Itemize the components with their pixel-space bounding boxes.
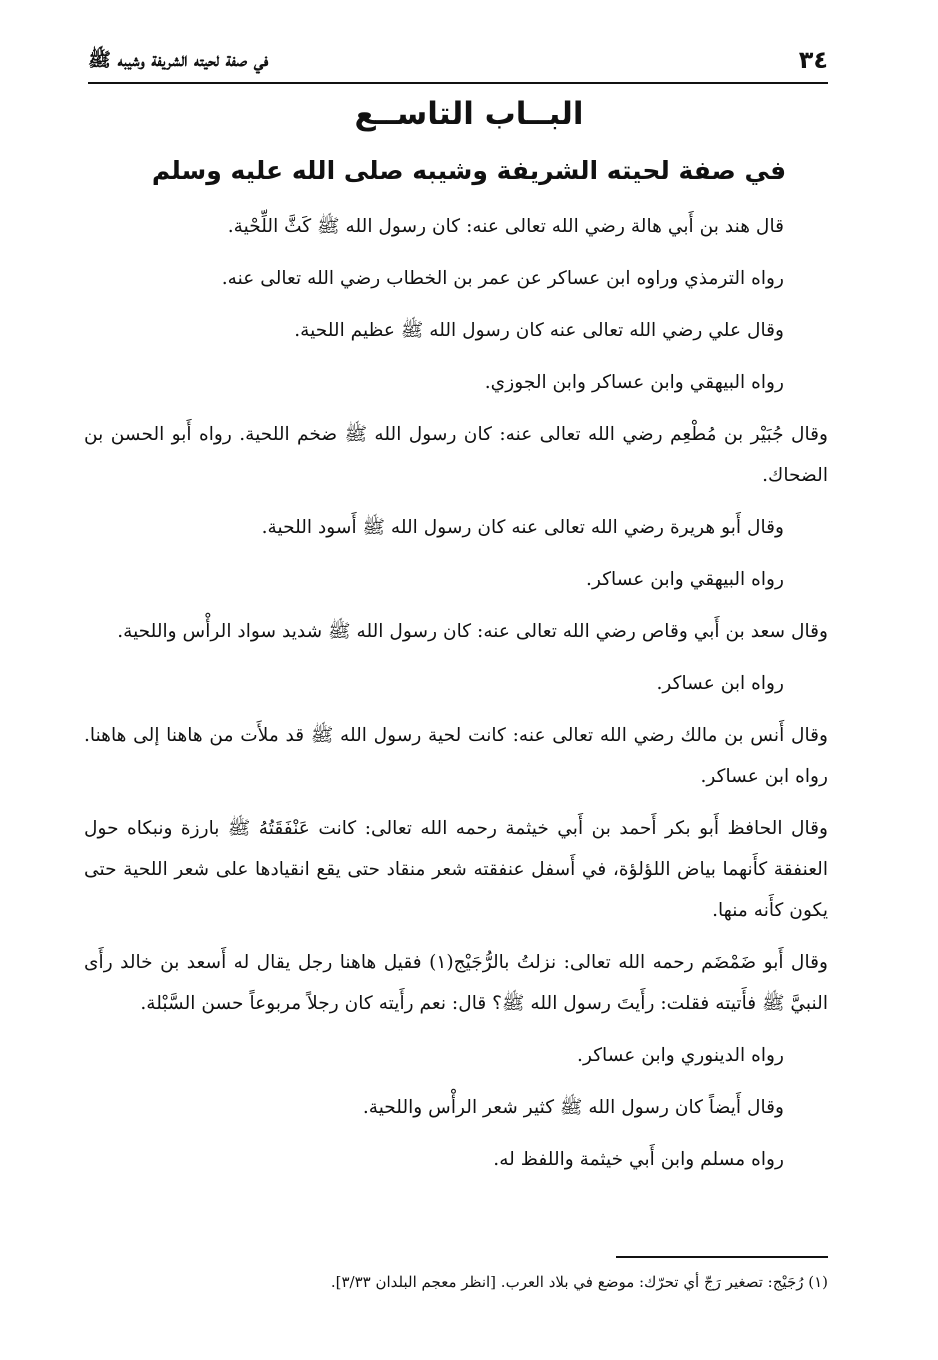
paragraph: رواه ابن عساكر. bbox=[656, 673, 784, 694]
paragraph: وقال أَنس بن مالك رضي الله تعالى عنه: كانت لحية رسول الله ﷺ قد ملأَت من هاهنا إلى هاهنا. رواه ابن عساكر. bbox=[84, 725, 828, 787]
chapter-title: البــاب التاســع bbox=[354, 96, 584, 132]
paragraph: وقال أَبو هريرة رضي الله تعالى عنه كان رسول الله ﷺ أَسود اللحية. bbox=[261, 517, 784, 538]
running-title: في صفة لحيته الشريفة وشيبه ﷺ bbox=[88, 49, 269, 71]
paragraph: وقال علي رضي الله تعالى عنه كان رسول الله ﷺ عظيم اللحية. bbox=[294, 320, 784, 341]
footnote: (١) رُجَيْج: تصغير رَجّ أي تحرّك: موضع في بلاد العرب. [انظر معجم البلدان ٣/٣٣]. bbox=[330, 1273, 828, 1291]
paragraph: رواه الترمذي وراوه ابن عساكر عن عمر بن الخطاب رضي الله تعالى عنه. bbox=[221, 268, 784, 289]
paragraph: رواه البيهقي وابن عساكر وابن الجوزي. bbox=[484, 372, 784, 393]
paragraph: وقال سعد بن أَبي وقاص رضي الله تعالى عنه: كان رسول الله ﷺ شديد سواد الرأْس واللحية. bbox=[117, 621, 828, 642]
running-header bbox=[88, 42, 828, 84]
page-number: ٣٤ bbox=[798, 46, 828, 74]
paragraph: وقال أَيضاً كان رسول الله ﷺ كثير شعر الرأْس واللحية. bbox=[362, 1097, 784, 1118]
paragraph: رواه مسلم وابن أَبي خيثمة واللفظ له. bbox=[493, 1149, 784, 1170]
paragraph: وقال الحافظ أَبو بكر أَحمد بن أَبي خيثمة رحمه الله تعالى: كانت عَنْفَقَتُهُ ﷺ بارزة ونبكاه حول العنفقة كأَنهما بياض اللؤلؤة، في أَسفل عنفقته شعر منقاد حتى يقع انقيادها على شعر اللحية حتى يكون كأَنه منها. bbox=[84, 818, 828, 921]
paragraph: وقال أَبو ضَمْضَم رحمه الله تعالى: نزلتُ بالرُّجَيْج(١) فقيل هاهنا رجل يقال له أَسعد بن خالد رأَى النبيَّ ﷺ فأَتيته فقلت: رأَيتَ رسول الله ﷺ؟ قال: نعم رأَيته كان رجلاً مربوعاً حسن السَّبْلة. bbox=[84, 952, 828, 1014]
footnote-divider bbox=[616, 1256, 828, 1258]
paragraph: رواه البيهقي وابن عساكر. bbox=[586, 569, 784, 590]
chapter-subtitle: في صفة لحيته الشريفة وشيبه صلى الله عليه وسلم bbox=[151, 156, 787, 185]
paragraph: قال هند بن أَبي هالة رضي الله تعالى عنه: كان رسول الله ﷺ كَثَّ اللِّحْية. bbox=[227, 216, 784, 237]
paragraph: وقال جُبَيْر بن مُطْعِم رضي الله تعالى عنه: كان رسول الله ﷺ ضخم اللحية. رواه أَبو الحسن بن الضحاك. bbox=[84, 424, 828, 486]
paragraph: رواه الدينوري وابن عساكر. bbox=[577, 1045, 784, 1066]
body-text bbox=[84, 206, 828, 1191]
